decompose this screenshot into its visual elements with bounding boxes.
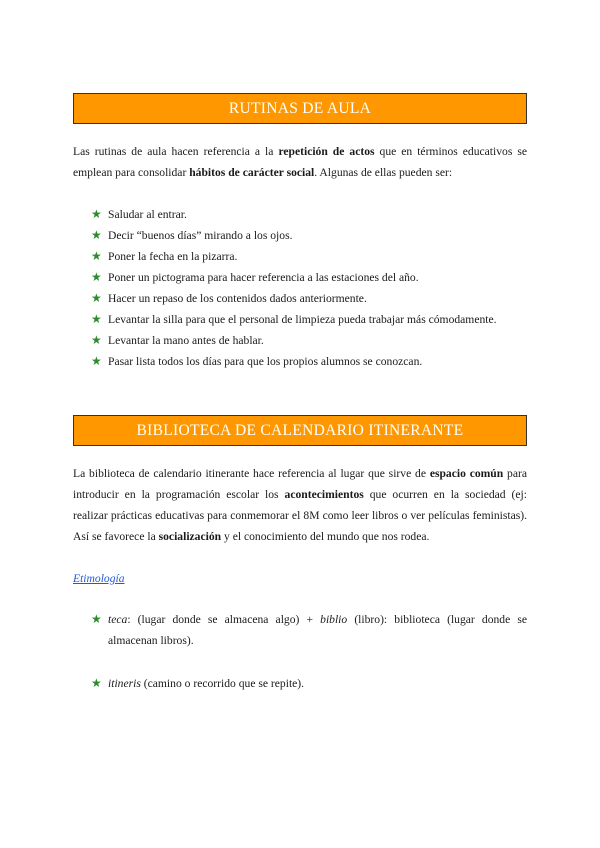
list-item [91,330,527,351]
text-run: (camino o recorrido que se repite). [140,677,305,690]
list-item [91,246,527,267]
list-item-text: Decir “buenos días” mirando a los ojos. [108,229,293,242]
section-title-text: BIBLIOTECA DE CALENDARIO ITINERANTE [136,421,464,439]
list-item [91,225,527,246]
list-item-text: Levantar la mano antes de hablar. [108,334,264,347]
list-item [91,309,527,330]
italic-word: biblio [320,613,348,626]
list-item [91,673,527,694]
star-icon: ★ [91,291,102,305]
text-run: : (lugar donde se almacena algo) + [127,613,321,626]
star-icon: ★ [91,333,102,347]
italic-word: teca [108,613,128,626]
text-run: . Algunas de ellas pueden ser: [314,166,453,179]
list-item [91,204,527,225]
star-icon: ★ [91,354,102,368]
section-title-biblioteca [73,415,527,446]
list-item-text: Levantar la silla para que el personal de limpieza pueda trabajar más cómodamente. [108,313,497,326]
list-item-text: Poner la fecha en la pizarra. [108,250,238,263]
list-item [91,288,527,309]
etymology-list-2 [91,673,527,694]
bold-run: acontecimientos [284,488,364,501]
star-icon: ★ [91,207,102,221]
section-title-text: RUTINAS DE AULA [228,99,372,117]
star-icon: ★ [91,270,102,284]
list-item-text: Saludar al entrar. [108,208,187,221]
star-icon: ★ [91,249,102,263]
text-run: (libro): biblioteca (lugar donde se almacenan libros). [108,613,528,647]
intro-paragraph [73,141,527,183]
list-item-text: Hacer un repaso de los contenidos dados anteriormente. [108,292,367,305]
bold-run: hábitos de carácter social [189,166,315,179]
text-run: que ocurren en la sociedad (ej: realizar prácticas educativas para conmemorar el 8M como leer libros o ver películas feministas). Así se favorece la [73,488,527,543]
biblioteca-paragraph [73,463,527,547]
list-item [91,609,527,651]
star-icon: ★ [91,676,102,690]
text-run: Las rutinas de aula hacen referencia a la [73,145,279,158]
etymology-list-1 [91,609,527,651]
text-run: La biblioteca de calendario itinerante hace referencia al lugar que sirve de [73,467,430,480]
star-icon: ★ [91,612,102,626]
star-icon: ★ [91,228,102,242]
bold-run: espacio común [429,467,504,480]
star-icon: ★ [91,312,102,326]
list-item-text: Pasar lista todos los días para que los propios alumnos se conozcan. [108,355,423,368]
italic-word: itineris [108,677,141,690]
bold-run: socialización [158,530,222,543]
text-run: y el conocimiento del mundo que nos rodea. [221,530,430,543]
etimologia-link[interactable]: Etimología [73,572,125,585]
list-item-text: Poner un pictograma para hacer referencia a las estaciones del año. [108,271,419,284]
list-item [91,267,527,288]
section-title-rutinas [73,93,527,124]
rutinas-list [91,204,527,372]
bold-run: repetición de actos [278,145,375,158]
text-run: para introducir en la programación escolar los [73,467,527,501]
list-item [91,351,527,372]
text-run: que en términos educativos se emplean para consolidar [73,145,528,179]
